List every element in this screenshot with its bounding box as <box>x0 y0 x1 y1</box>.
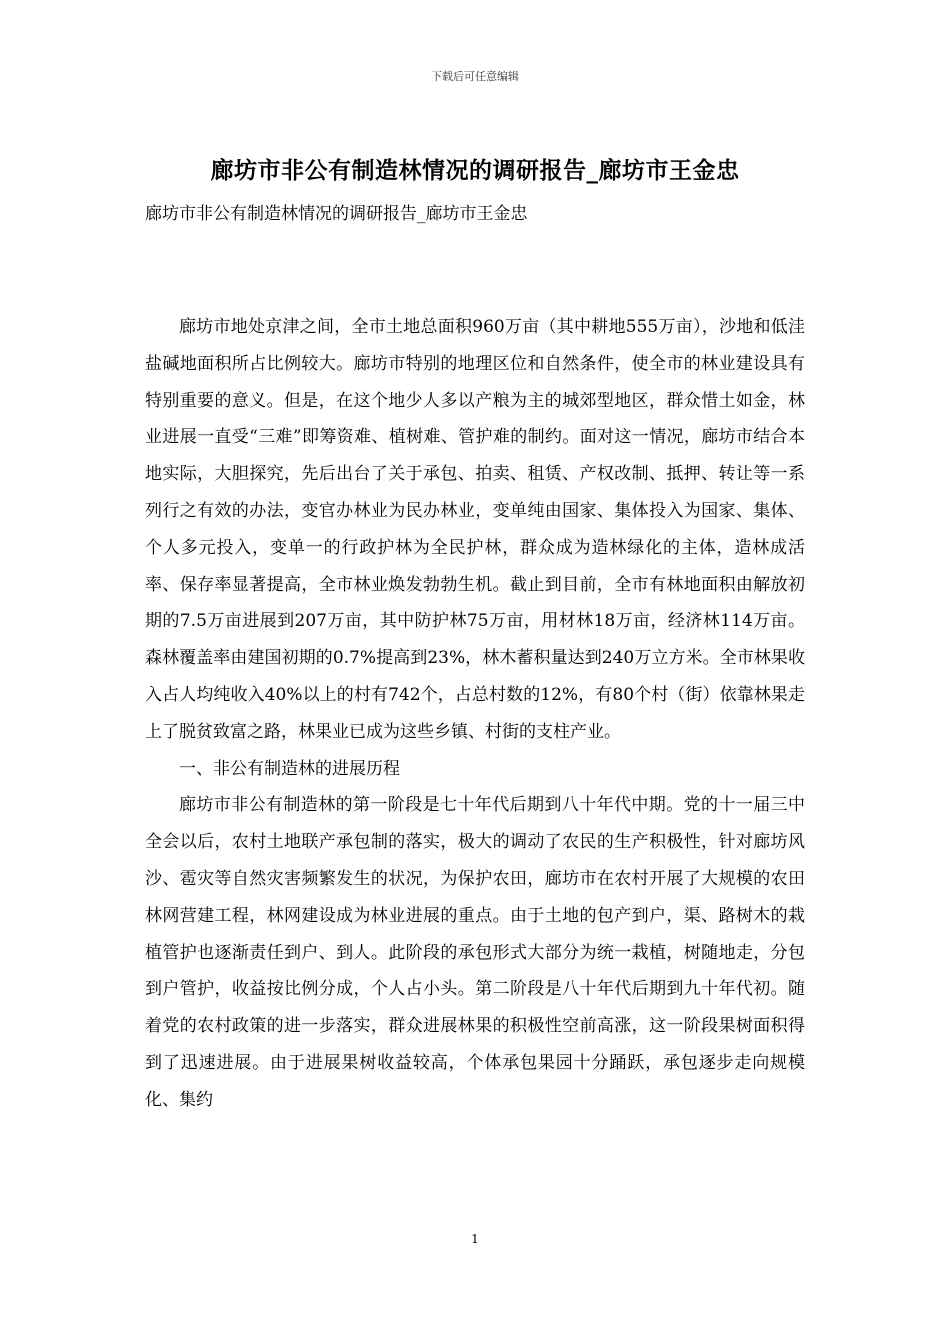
paragraph-intro: 廊坊市地处京津之间，全市土地总面积960万亩（其中耕地555万亩），沙地和低洼盐碱地面积所占比例较大。廊坊市特别的地理区位和自然条件，使全市的林业建设具有特别重要的意义。但是，在这个地少人多以产粮为主的城郊型地区，群众惜土如金，林业进展一直受“三难”即筹资难、植树难、管护难的制约。面对这一情况，廊坊市结合本地实际，大胆探究，先后出台了关于承包、拍卖、租赁、产权改制、抵押、转让等一系列行之有效的办法，变官办林业为民办林业，变单纯由国家、集体投入为国家、集体、个人多元投入，变单一的行政护林为全民护林，群众成为造林绿化的主体，造林成活率、保存率显著提高，全市林业焕发勃勃生机。截止到目前，全市有林地面积由解放初期的7.5万亩进展到207万亩，其中防护林75万亩，用材林18万亩，经济林114万亩。森林覆盖率由建国初期的0.7%提高到23%，林木蓄积量达到240万立方米。全市林果收入占人均纯收入40%以上的村有742个，占总村数的12%，有80个村（街）依靠林果走上了脱贫致富之路，林果业已成为这些乡镇、村街的支柱产业。 <box>145 317 805 742</box>
page-number: 1 <box>471 1232 479 1246</box>
paragraph-history: 廊坊市非公有制造林的第一阶段是七十年代后期到八十年代中期。党的十一届三中全会以后，农村土地联产承包制的落实，极大的调动了农民的生产积极性，针对廊坊风沙、雹灾等自然灾害频繁发生的状况，为保护农田，廊坊市在农村开展了大规模的农田林网营建工程，林网建设成为林业进展的重点。由于土地的包产到户，渠、路树木的栽植管护也逐渐责任到户、到人。此阶段的承包形式大部分为统一栽植，树随地走，分包到户管护，收益按比例分成，个人占小头。第二阶段是八十年代后期到九十年代初。随着党的农村政策的进一步落实，群众进展林果的积极性空前高涨，这一阶段果树面积得到了迅速进展。由于进展果树收益较高，个体承包果园十分踊跃，承包逐步走向规模化、集约 <box>145 795 805 1110</box>
document-body <box>145 309 805 1119</box>
document-subtitle: 廊坊市非公有制造林情况的调研报告_廊坊市王金忠 <box>145 204 528 224</box>
section-heading: 一、非公有制造林的进展历程 <box>179 758 400 779</box>
document-title: 廊坊市非公有制造林情况的调研报告_廊坊市王金忠 <box>210 158 740 184</box>
header-note: 下载后可任意编辑 <box>431 70 519 83</box>
